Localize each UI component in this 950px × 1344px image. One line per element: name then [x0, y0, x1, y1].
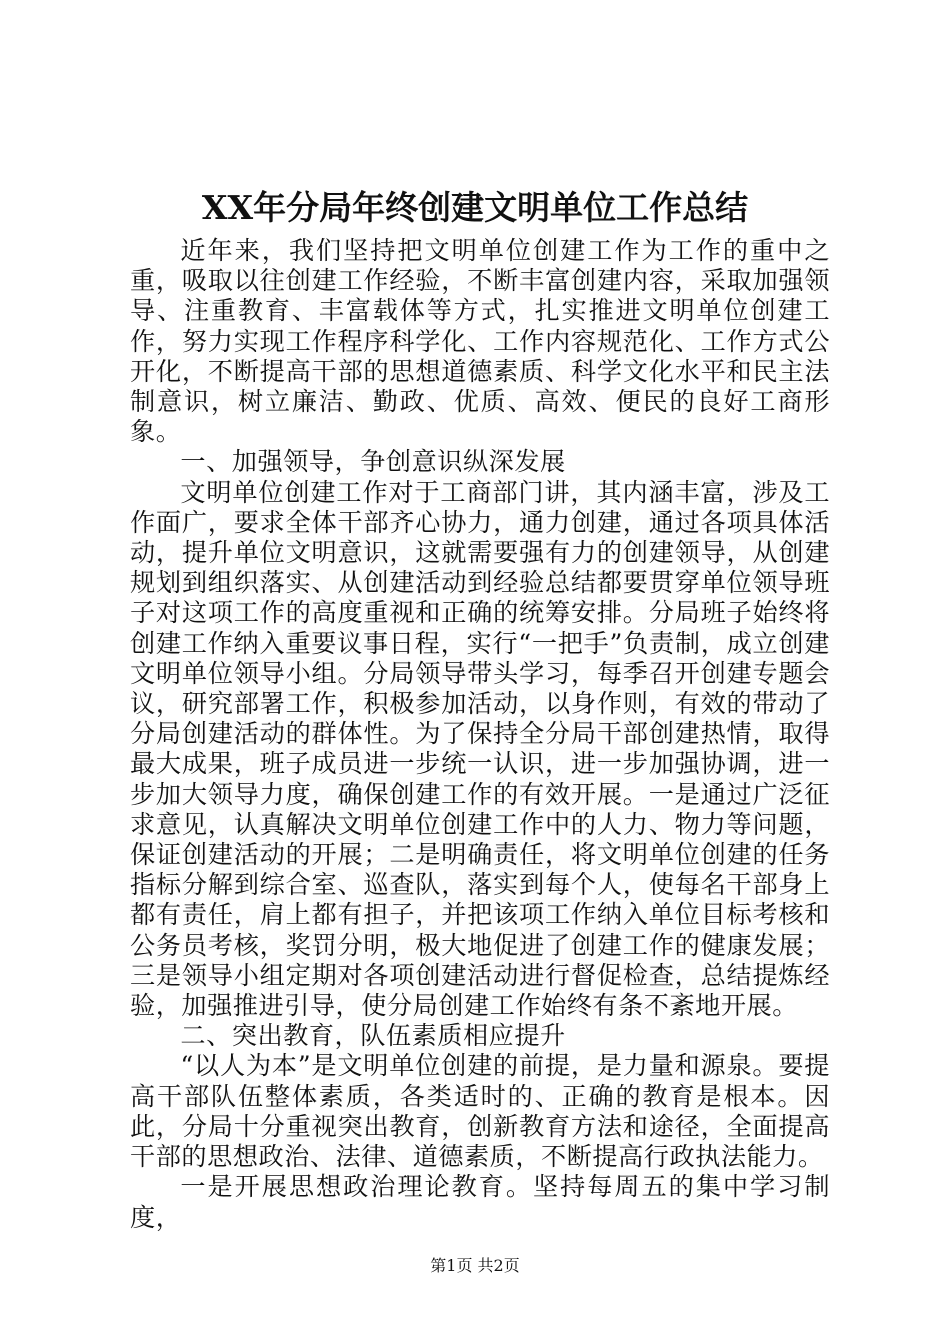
section-heading-1: 一、加强领导，争创意识纵深发展: [180, 447, 566, 477]
page-footer: 第1页 共2页: [430, 1256, 520, 1275]
document-title: XX年分局年终创建文明单位工作总结: [201, 188, 749, 227]
section-heading-2: 二、突出教育，队伍素质相应提升: [180, 1021, 566, 1051]
paragraph-intro: 近年来，我们坚持把文明单位创建工作为工作的重中之重，吸取以往创建工作经验，不断丰富创建内容，采取加强领导、注重教育、丰富载体等方式，扎实推进文明单位创建工作，努力实现工作程序科学化、工作内容规范化、工作方式公开化，不断提高干部的思想道德素质、科学文化水平和民主法制意识，树立廉洁、勤政、优质、高效、便民的良好工商形象。: [130, 236, 830, 447]
paragraph-section-1: 文明单位创建工作对于工商部门讲，其内涵丰富，涉及工作面广，要求全体干部齐心协力，通力创建，通过各项具体活动，提升单位文明意识，这就需要强有力的创建领导，从创建规划到组织落实、从创建活动到经验总结都要贯穿单位领导班子对这项工作的高度重视和正确的统筹安排。分局班子始终将创建工作纳入重要议事日程，实行“一把手”负责制，成立创建文明单位领导小组。分局领导带头学习，每季召开创建专题会议，研究部署工作，积极参加活动，以身作则，有效的带动了分局创建活动的群体性。为了保持全分局干部创建热情，取得最大成果，班子成员进一步统一认识，进一步加强协调，进一步加大领导力度，确保创建工作的有效开展。一是通过广泛征求意见，认真解决文明单位创建工作中的人力、物力等问题，保证创建活动的开展；二是明确责任，将文明单位创建的任务指标分解到综合室、巡查队，落实到每个人，使每名干部身上都有责任，肩上都有担子，并把该项工作纳入单位目标考核和公务员考核，奖罚分明，极大地促进了创建工作的健康发展；三是领导小组定期对各项创建活动进行督促检查，总结提炼经验，加强推进引导，使分局创建工作始终有条不紊地开展。: [130, 477, 830, 1021]
document-body: [130, 236, 830, 1233]
paragraph-section-2-item-1: 一是开展思想政治理论教育。坚持每周五的集中学习制度，: [130, 1172, 830, 1232]
paragraph-section-2: “以人为本”是文明单位创建的前提，是力量和源泉。要提高干部队伍整体素质，各类适时的、正确的教育是根本。因此，分局十分重视突出教育，创新教育方法和途径，全面提高干部的思想政治、法律、道德素质，不断提高行政执法能力。: [130, 1051, 830, 1172]
